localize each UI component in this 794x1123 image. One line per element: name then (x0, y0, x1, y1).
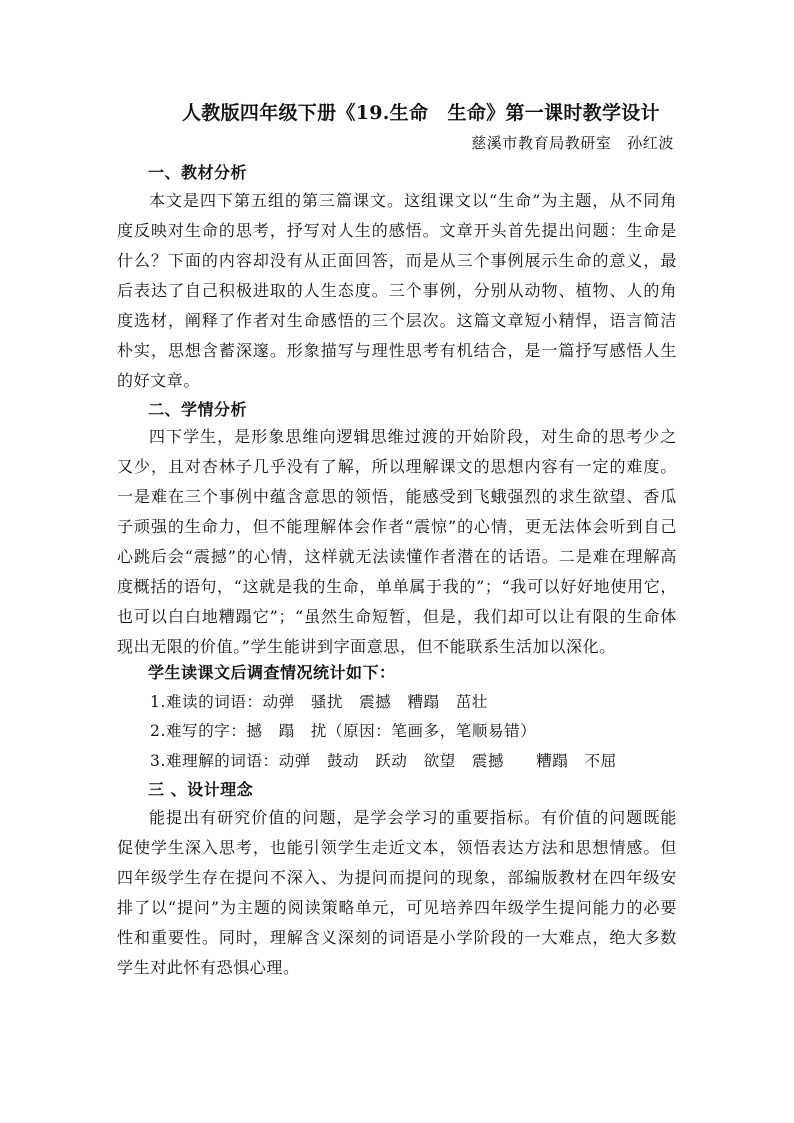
section-heading-student-analysis: 二、学情分析 (148, 400, 248, 419)
section-heading-textbook-analysis: 一、教材分析 (148, 163, 248, 182)
survey-item-1: 1.难读的词语：动弹 骚扰 震撼 糟蹋 茁壮 (150, 693, 488, 711)
section-paragraph-student-analysis: 四下学生，是形象思维向逻辑思维过渡的开始阶段，对生命的思考少之又少，且对杏林子几乎没有了解，所以理解课文的思想内容有一定的难度。一是难在三个事例中蕴含意思的领悟，能感受到飞蛾强烈的求生欲望、香瓜子顽强的生命力，但不能理解体会作者“震惊”的心情，更无法体会听到自己心跳后会“震撼”的心情，这样就无法读懂作者潜在的话语。二是难在理解高度概括的语句，“这就是我的生命，单单属于我的”；“我可以好好地使用它，也可以白白地糟蹋它”；“虽然生命短暂，但是，我们却可以让有限的生命体现出无限的价值。”学生能讲到字面意思，但不能联系生活加以深化。 (117, 427, 677, 656)
section-paragraph-textbook-analysis: 本文是四下第五组的第三篇课文。这组课文以“生命”为主题，从不同角度反映对生命的思考，抒写对人生的感悟。文章开头首先提出问题：生命是什么？下面的内容却没有从正面回答，而是从三个事例展示生命的意义，最后表达了自己积极进取的人生态度。三个事例，分别从动物、植物、人的角度选材，阐释了作者对生命感悟的三个层次。这篇文章短小精悍，语言简洁朴实，思想含蓄深邃。形象描写与理性思考有机结合，是一篇抒写感悟人生的好文章。 (117, 191, 677, 390)
survey-item-3: 3.难理解的词语：动弹 鼓动 跃动 欲望 震撼 糟蹋 不屈 (150, 752, 617, 770)
document-title: 人教版四年级下册《19.生命 生命》第一课时教学设计 (182, 102, 660, 124)
section-paragraph-design-concept: 能提出有研究价值的问题，是学会学习的重要指标。有价值的问题既能促使学生深入思考，也能引领学生走近文本，领悟表达方法和思想情感。但四年级学生存在提问不深入、为提问而提问的现象，部编版教材在四年级安排了以“提问”为主题的阅读策略单元，可见培养四年级学生提问能力的必要性和重要性。同时，理解含义深刻的词语是小学阶段的一大难点，绝大多数学生对此怀有恐惧心理。 (117, 808, 677, 977)
survey-item-2: 2.难写的字：撼 蹋 扰（原因：笔画多，笔顺易错） (150, 722, 537, 740)
section-heading-design-concept: 三 、设计理念 (148, 780, 254, 799)
survey-heading: 学生读课文后调查情况统计如下： (148, 663, 396, 682)
document-author: 慈溪市教育局教研室 孙红波 (471, 134, 674, 152)
